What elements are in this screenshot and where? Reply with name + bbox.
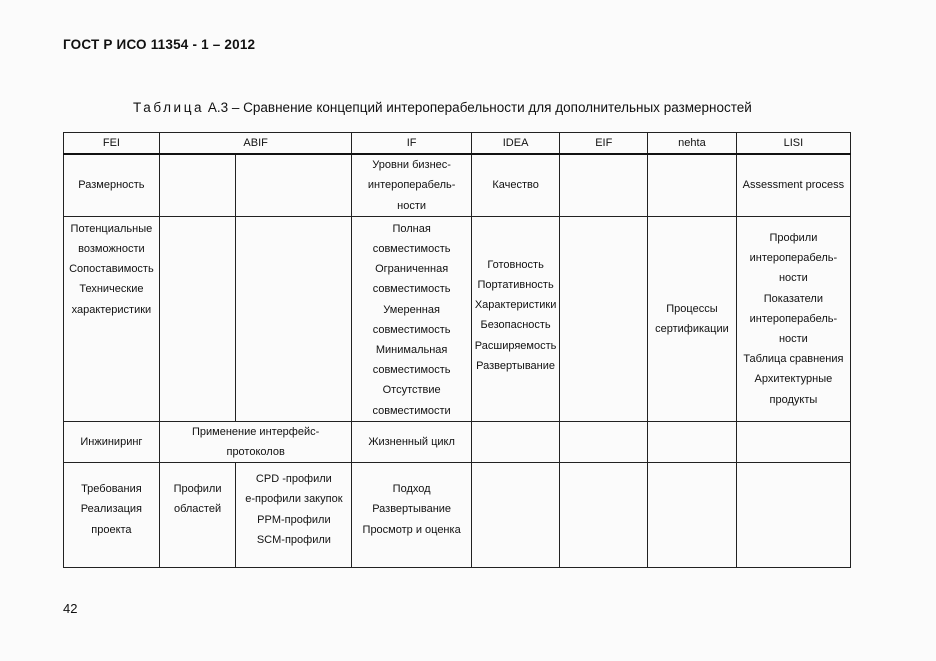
cell-dimension-nehta [648,154,737,216]
cell-line: совместимость [372,243,451,256]
cell-requirements-idea [471,463,560,568]
cell-dimension-abif-b [236,154,352,216]
cell-dimension-eif [560,154,648,216]
cell-line: ности [778,332,808,345]
cell-engineering-nehta [648,421,737,462]
cell-engineering-abif [159,421,352,462]
cell-line: совместимость [372,283,451,296]
cell-engineering-eif [560,421,648,462]
cell-line: Характеристики [474,299,557,312]
cell-requirements-abif-a [159,463,235,568]
cell-line: Технические [79,283,144,296]
cell-line: e-профили закупок [245,493,343,506]
cell-line: ности [778,272,808,285]
cell-engineering-lisi [736,421,850,462]
cell-line: совместимость [372,323,451,336]
cell-capabilities-abif-b [236,216,352,421]
cell-line: возможности [78,243,145,256]
cell-line: Безопасность [480,319,551,332]
cell-line: Реализация [80,503,143,516]
cell-dimension-lisi: Assessment process [736,154,850,216]
cell-line: Умеренная [383,303,440,316]
cell-dimension-idea: Качество [471,154,560,216]
cell-line: Подход [392,483,431,496]
cell-line: продукты [769,393,818,406]
cell-dimension-abif-a [159,154,235,216]
cell-capabilities-abif-a [159,216,235,421]
cell-line: Показатели [763,292,823,305]
cell-line: проекта [91,523,132,536]
row-capabilities [64,216,851,421]
cell-line: Отсутствие [382,384,441,397]
cell-line: Расширяемость [474,339,557,352]
cell-line: Развертывание [372,503,452,516]
cell-requirements-abif-b [236,463,352,568]
table-title [133,100,752,115]
cell-line: протоколов [226,446,285,459]
cell-engineering-fei: Инжиниринг [64,421,160,462]
col-header-idea: IDEA [471,133,560,155]
cell-capabilities-eif [560,216,648,421]
cell-requirements-if [352,463,471,568]
cell-capabilities-idea [471,216,560,421]
row-dimension [64,154,851,216]
cell-line: сертификации [655,322,729,335]
cell-requirements-eif [560,463,648,568]
cell-line: совместимости [372,404,451,417]
cell-line: ности [397,199,427,212]
cell-line: CPD -профили [255,473,332,486]
row-engineering [64,421,851,462]
page-number: 42 [63,601,78,616]
cell-engineering-if: Жизненный цикл [352,421,471,462]
cell-line: Процессы [666,302,718,315]
cell-requirements-lisi [736,463,850,568]
col-header-nehta: nehta [648,133,737,155]
cell-line: SCM-профили [256,533,331,546]
col-header-lisi: LISI [736,133,850,155]
cell-capabilities-lisi [736,216,850,421]
cell-line: интероперабель- [749,312,838,325]
cell-line: областей [173,503,222,516]
col-header-abif: ABIF [159,133,352,155]
cell-dimension-if [352,154,471,216]
cell-line: Таблица сравнения [743,353,844,366]
comparison-table [63,132,851,568]
cell-capabilities-nehta [648,216,737,421]
cell-engineering-idea [471,421,560,462]
cell-line: Сопоставимость [69,263,154,276]
cell-line: совместимость [372,364,451,377]
cell-line: Развертывание [476,359,556,372]
cell-line: Требования [81,483,142,496]
cell-line: Применение интерфейс- [192,425,320,438]
cell-line: Уровни бизнес- [372,159,451,172]
cell-capabilities-fei [64,216,160,421]
cell-line: Минимальная [375,344,448,357]
col-header-fei: FEI [64,133,160,155]
col-header-eif: EIF [560,133,648,155]
table-title-prefix: Таблица [133,100,205,115]
cell-line: Готовность [487,258,544,271]
cell-line: интероперабель- [367,179,456,192]
cell-line: характеристики [71,303,152,316]
header-row [64,133,851,155]
table-title-text: А.3 – Сравнение концепций интероперабельности для дополнительных размерностей [204,100,752,115]
cell-line: PPM-профили [257,513,331,526]
cell-line: Профили [769,231,818,244]
cell-requirements-nehta [648,463,737,568]
standard-header: ГОСТ Р ИСО 11354 - 1 – 2012 [63,37,256,52]
cell-line: Портативность [477,279,554,292]
cell-line: Профили [173,483,222,496]
cell-line: Архитектурные [754,373,833,386]
cell-line: Ограниченная [375,263,449,276]
cell-line: Просмотр и оценка [362,523,461,536]
col-header-if: IF [352,133,471,155]
row-requirements [64,463,851,568]
cell-capabilities-if [352,216,471,421]
cell-line: интероперабель- [749,252,838,265]
cell-line: Полная [392,222,431,235]
cell-line: Потенциальные [70,222,153,235]
cell-dimension-fei: Размерность [64,154,160,216]
cell-requirements-fei [64,463,160,568]
